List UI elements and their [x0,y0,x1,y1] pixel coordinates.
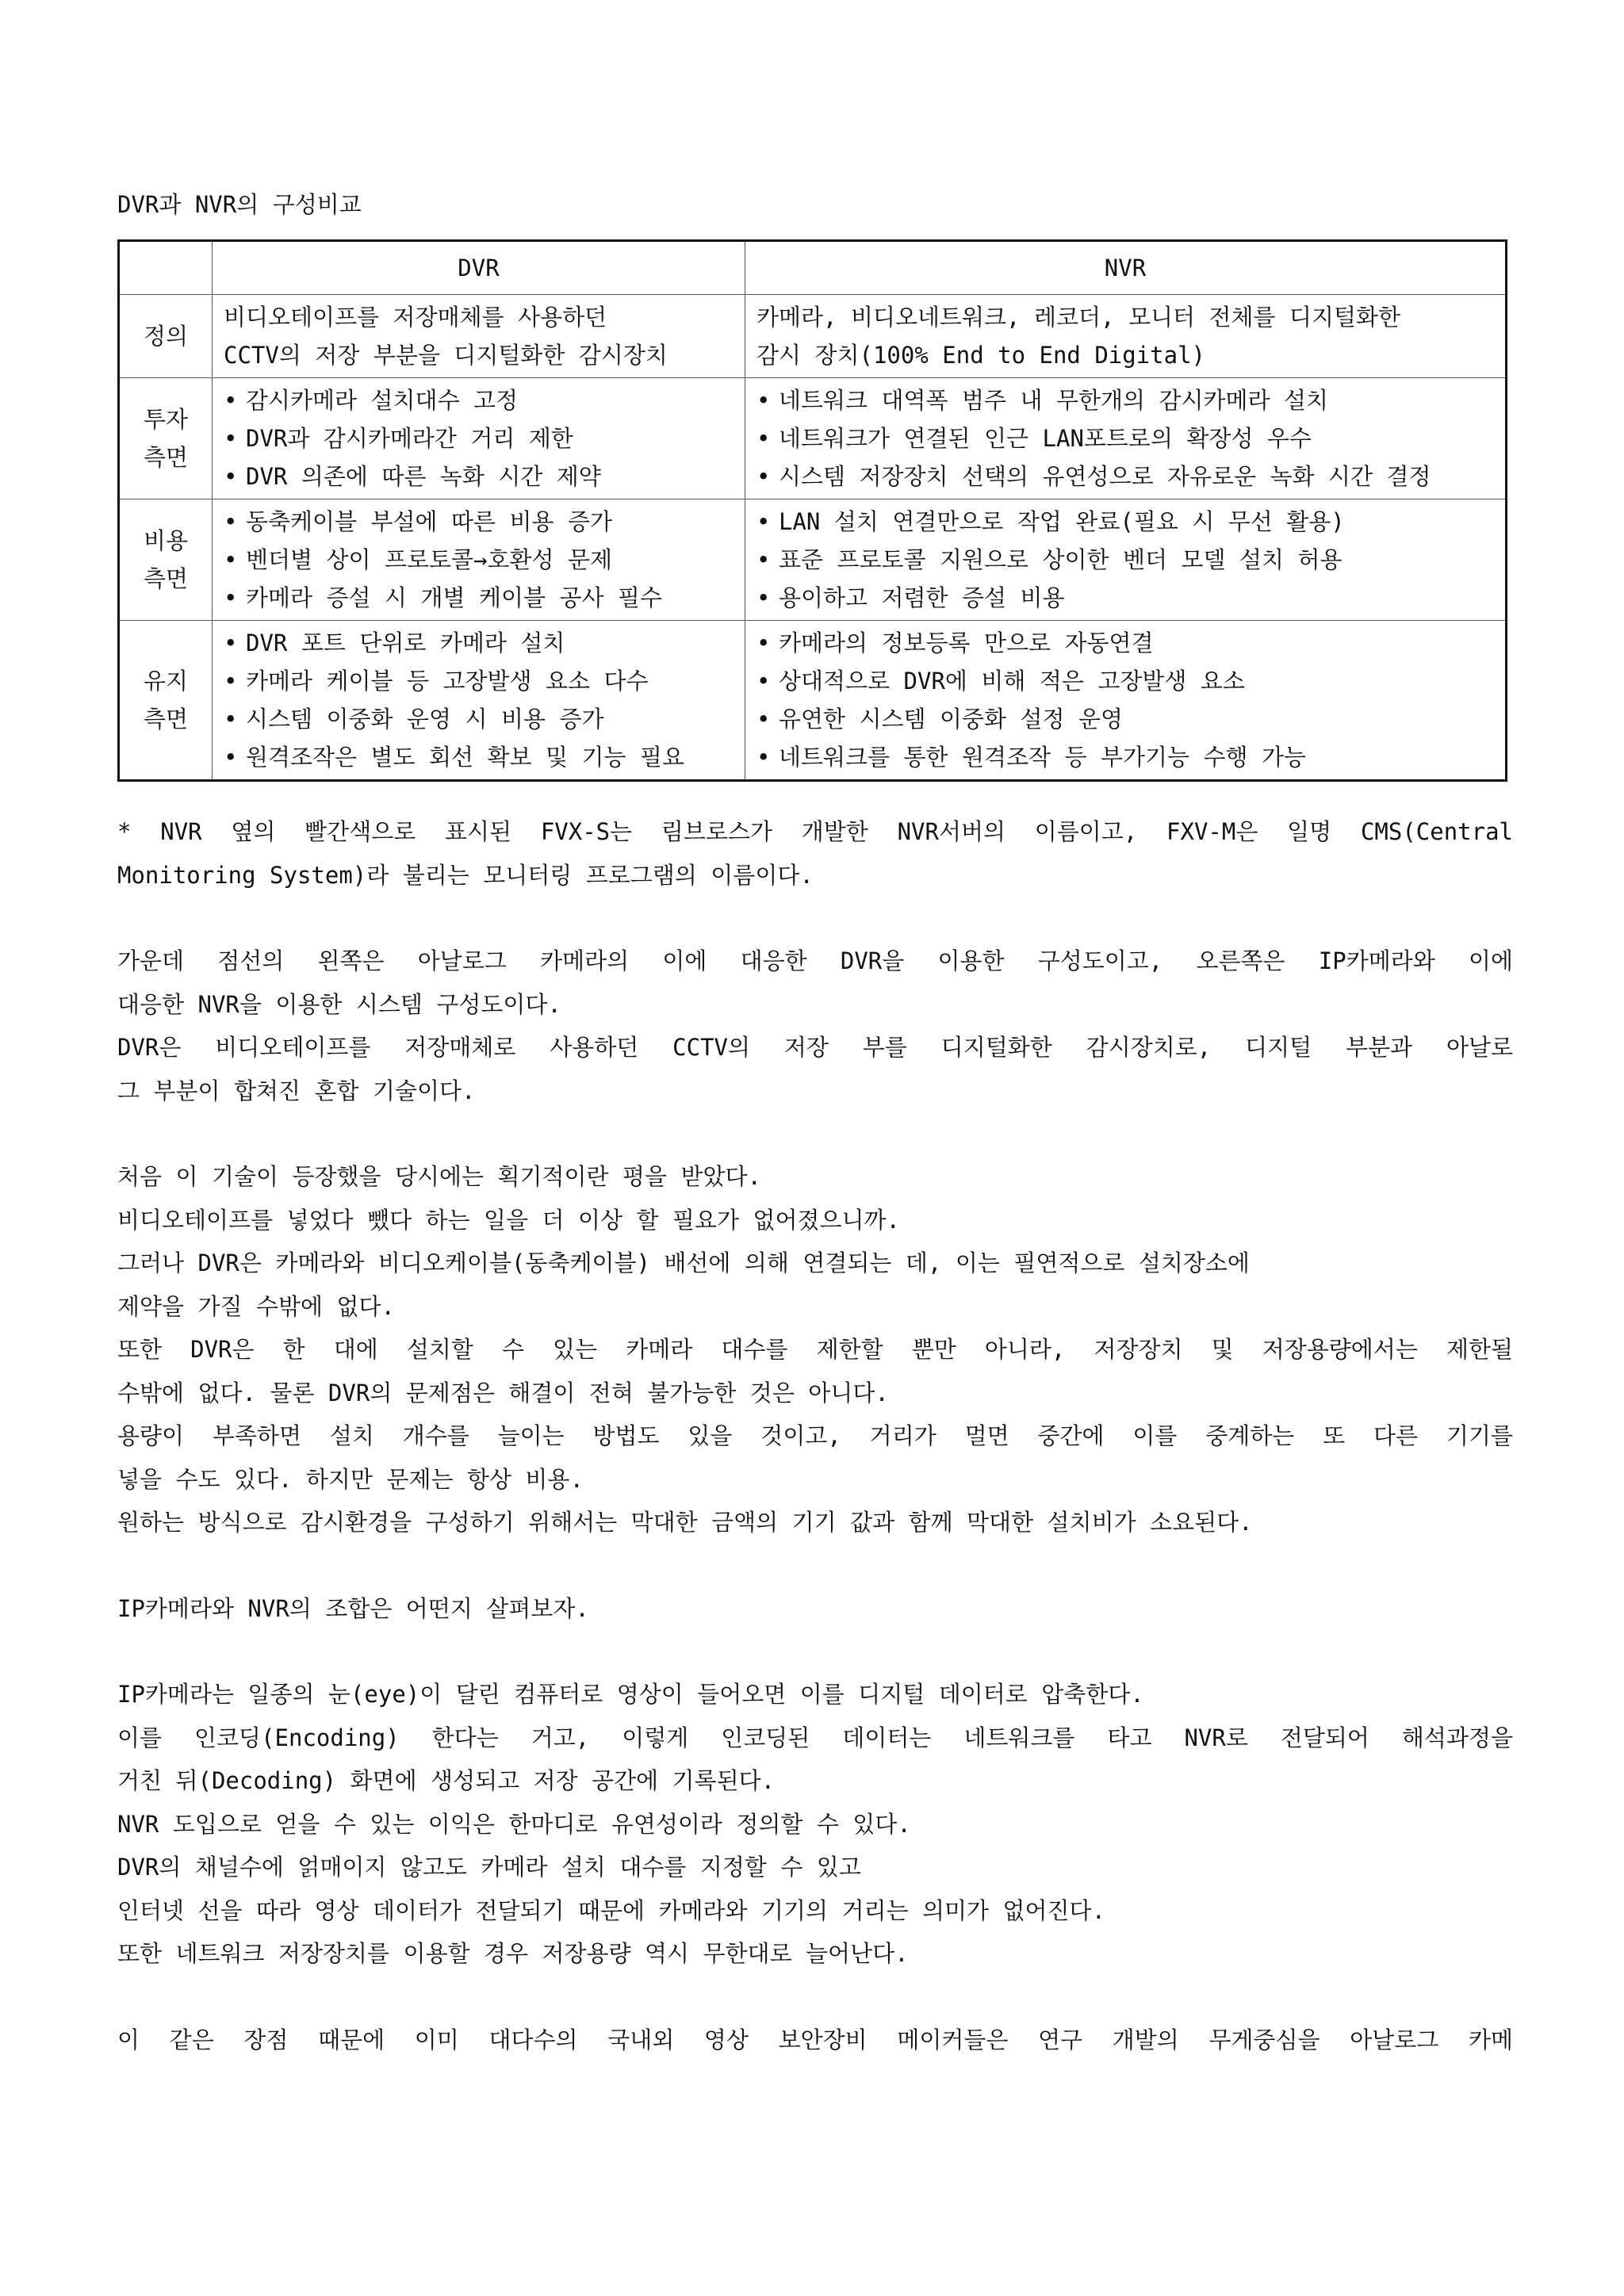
header-corner-cell [119,241,213,295]
text-line: 그러나 DVR은 카메라와 비디오케이블(동축케이블) 배선에 의해 연결되는 데, 이는 필연적으로 설치장소에 [117,1249,1250,1276]
cell-text: DVR 의존에 따른 녹화 시간 제약 [246,463,601,490]
bullet-icon: • [224,668,238,695]
row-label [119,621,213,781]
bullet-icon: • [224,425,238,452]
cell-line [756,541,1497,579]
header-dvr: DVR [213,241,745,295]
text-line: 수밖에 없다. 물론 DVR의 문제점은 해결이 전혀 불가능한 것은 아니다. [117,1379,889,1406]
cell-text: 용이하고 저렴한 증설 비용 [779,584,1065,611]
text-line: IP카메라와 NVR의 조합은 어떤지 살펴보자. [117,1594,589,1622]
bullet-icon: • [756,668,771,695]
text-line: 그 부분이 합쳐진 혼합 기술이다. [117,1077,476,1104]
table-row [119,499,1507,621]
text-line: 이 같은 장점 때문에 이미 대다수의 국내외 영상 보안장비 메이커들은 연구 개발의 무게중심을 아날로그 카메 [117,2026,1513,2053]
cell-line [224,457,737,496]
text-line: 이를 인코딩(Encoding) 한다는 거고, 이렇게 인코딩된 데이터는 네트워크를 타고 NVR로 전달되어 해석과정을 [117,1724,1513,1751]
bullet-icon: • [224,706,238,733]
bullet-icon: • [756,629,771,656]
table-row [119,378,1507,499]
text-line: * NVR 옆의 빨간색으로 표시된 FVX-S는 림브로스가 개발한 NVR서버의 이름이고, FXV-M은 일명 CMS(Central [117,818,1513,845]
text-line: 거친 뒤(Decoding) 화면에 생성되고 저장 공간에 기록된다. [117,1767,776,1794]
document-page [117,189,1513,2104]
cell-text: 시스템 저장장치 선택의 유연성으로 자유로운 녹화 시간 결정 [779,463,1431,490]
cell-text: 카메라 케이블 등 고장발생 요소 다수 [246,668,649,695]
text-line: NVR 도입으로 얻을 수 있는 이익은 한마디로 유연성이라 정의할 수 있다. [117,1810,911,1838]
cell-text: 동축케이블 부설에 따른 비용 증가 [246,508,613,535]
text-line: 또한 네트워크 저장장치를 이용할 경우 저장용량 역시 무한대로 늘어난다. [117,1940,909,1967]
cell-line [756,503,1497,541]
bullet-icon: • [224,387,238,414]
dvr-cell [213,499,745,621]
row-label [119,499,213,621]
text-line: 비디오테이프를 넣었다 뺐다 하는 일을 더 이상 할 필요가 없어졌으니까. [117,1206,901,1234]
paragraph [117,1155,1513,1544]
cell-text: 네트워크 대역폭 범주 내 무한개의 감시카메라 설치 [779,387,1329,414]
bullet-icon: • [756,584,771,611]
row-label-line: 정의 [143,323,189,350]
bullet-icon: • [756,706,771,733]
cell-text: LAN 설치 연결만으로 작업 완료(필요 시 무선 활용) [779,508,1345,535]
row-label-line: 유지 [143,668,189,695]
text-line: 처음 이 기술이 등장했을 당시에는 획기적이란 평을 받았다. [117,1163,762,1190]
cell-line [224,381,737,419]
cell-line [224,336,737,374]
cell-line [224,298,737,336]
bullet-icon: • [224,629,238,656]
text-line: 대응한 NVR을 이용한 시스템 구성도이다. [117,990,561,1018]
cell-line [224,541,737,579]
cell-text: 카메라, 비디오네트워크, 레코더, 모니터 전체를 디지털화한 [756,304,1401,331]
dvr-cell [213,295,745,378]
cell-text: 원격조작은 별도 회선 확보 및 기능 필요 [246,744,684,771]
cell-text: 카메라의 정보등록 만으로 자동연결 [779,629,1154,656]
text-line: 원하는 방식으로 감시환경을 구성하기 위해서는 막대한 금액의 기기 값과 함께 막대한 설치비가 소요된다. [117,1509,1253,1536]
cell-line [224,738,737,776]
cell-text: 카메라 증설 시 개별 케이블 공사 필수 [246,584,662,611]
table-header-row [119,241,1507,295]
cell-line [224,579,737,617]
bullet-icon: • [224,463,238,490]
cell-text: 시스템 이중화 운영 시 비용 증가 [246,706,604,733]
row-label-line: 측면 [143,565,189,592]
text-line: 인터넷 선을 따라 영상 데이터가 전달되기 때문에 카메라와 기기의 거리는 의미가 없어진다. [117,1896,1106,1924]
text-line: 제약을 가질 수밖에 없다. [117,1292,395,1320]
cell-line [756,579,1497,617]
row-label [119,378,213,499]
text-line: 또한 DVR은 한 대에 설치할 수 있는 카메라 대수를 제한할 뿐만 아니라, 저장장치 및 저장용량에서는 제한될 [117,1336,1513,1363]
text-line: DVR의 채널수에 얽매이지 않고도 카메라 설치 대수를 지정할 수 있고 [117,1854,861,1881]
cell-line [224,700,737,738]
cell-line [756,336,1497,374]
document-title: DVR과 NVR의 구성비교 [117,191,362,218]
row-label [119,295,213,378]
cell-text: 네트워크가 연결된 인근 LAN포트로의 확장성 우수 [779,425,1312,452]
bullet-icon: • [224,584,238,611]
paragraph [117,2019,1513,2062]
text-line: 넣을 수도 있다. 하지만 문제는 항상 비용. [117,1465,584,1493]
table-body [119,295,1507,781]
cell-line [224,624,737,662]
cell-text: DVR과 감시카메라간 거리 제한 [246,425,573,452]
cell-text: 감시 장치(100% End to End Digital) [756,342,1206,369]
cell-line [756,700,1497,738]
row-label-line: 측면 [143,706,189,733]
text-line: IP카메라는 일종의 눈(eye)이 달린 컴퓨터로 영상이 들어오면 이를 디지털 데이터로 압축한다. [117,1681,1144,1708]
paragraph [117,1673,1513,1976]
bullet-icon: • [224,744,238,771]
row-label-line: 투자 [143,406,189,433]
row-label-line: 비용 [143,527,189,554]
cell-text: 비디오테이프를 저장매체를 사용하던 [224,304,607,331]
dvr-cell [213,378,745,499]
cell-line [756,624,1497,662]
cell-text: 감시카메라 설치대수 고정 [246,387,519,414]
bullet-icon: • [756,546,771,573]
cell-text: 표준 프로토콜 지원으로 상이한 벤더 모델 설치 허용 [779,546,1342,573]
bullet-icon: • [756,508,771,535]
cell-text: 네트워크를 통한 원격조작 등 부가기능 수행 가능 [779,744,1307,771]
bullet-icon: • [756,744,771,771]
nvr-cell [745,295,1507,378]
text-line: Monitoring System)라 불리는 모니터링 프로그램의 이름이다. [117,861,814,889]
cell-line [756,738,1497,776]
text-line: DVR은 비디오테이프를 저장매체로 사용하던 CCTV의 저장 부를 디지털화한 감시장치로, 디지털 부분과 아날로 [117,1034,1513,1061]
nvr-cell [745,499,1507,621]
paragraph [117,810,1513,897]
paragraph [117,1587,1513,1631]
text-line: 가운데 점선의 왼쪽은 아날로그 카메라의 이에 대응한 DVR을 이용한 구성도이고, 오른쪽은 IP카메라와 이에 [117,947,1513,974]
cell-line [756,419,1497,457]
table-row [119,295,1507,378]
dvr-cell [213,621,745,781]
bullet-icon: • [224,546,238,573]
bullet-icon: • [756,463,771,490]
cell-text: 상대적으로 DVR에 비해 적은 고장발생 요소 [779,668,1245,695]
bullet-icon: • [224,508,238,535]
header-nvr: NVR [745,241,1507,295]
cell-line [756,298,1497,336]
cell-text: CCTV의 저장 부분을 디지털화한 감시장치 [224,342,668,369]
body-text [117,810,1513,2061]
paragraph [117,939,1513,1112]
cell-text: 벤더별 상이 프로토콜→호환성 문제 [246,546,613,573]
comparison-table [117,239,1507,782]
cell-line [756,662,1497,700]
cell-text: DVR 포트 단위로 카메라 설치 [246,629,565,656]
cell-line [756,457,1497,496]
bullet-icon: • [756,425,771,452]
bullet-icon: • [756,387,771,414]
cell-text: 유연한 시스템 이중화 설정 운영 [779,706,1124,733]
row-label-line: 측면 [143,444,189,471]
cell-line [224,662,737,700]
text-line: 용량이 부족하면 설치 개수를 늘이는 방법도 있을 것이고, 거리가 멀면 중간에 이를 중계하는 또 다른 기기를 [117,1422,1513,1449]
cell-line [756,381,1497,419]
cell-line [224,503,737,541]
nvr-cell [745,621,1507,781]
cell-line [224,419,737,457]
table-row [119,621,1507,781]
nvr-cell [745,378,1507,499]
